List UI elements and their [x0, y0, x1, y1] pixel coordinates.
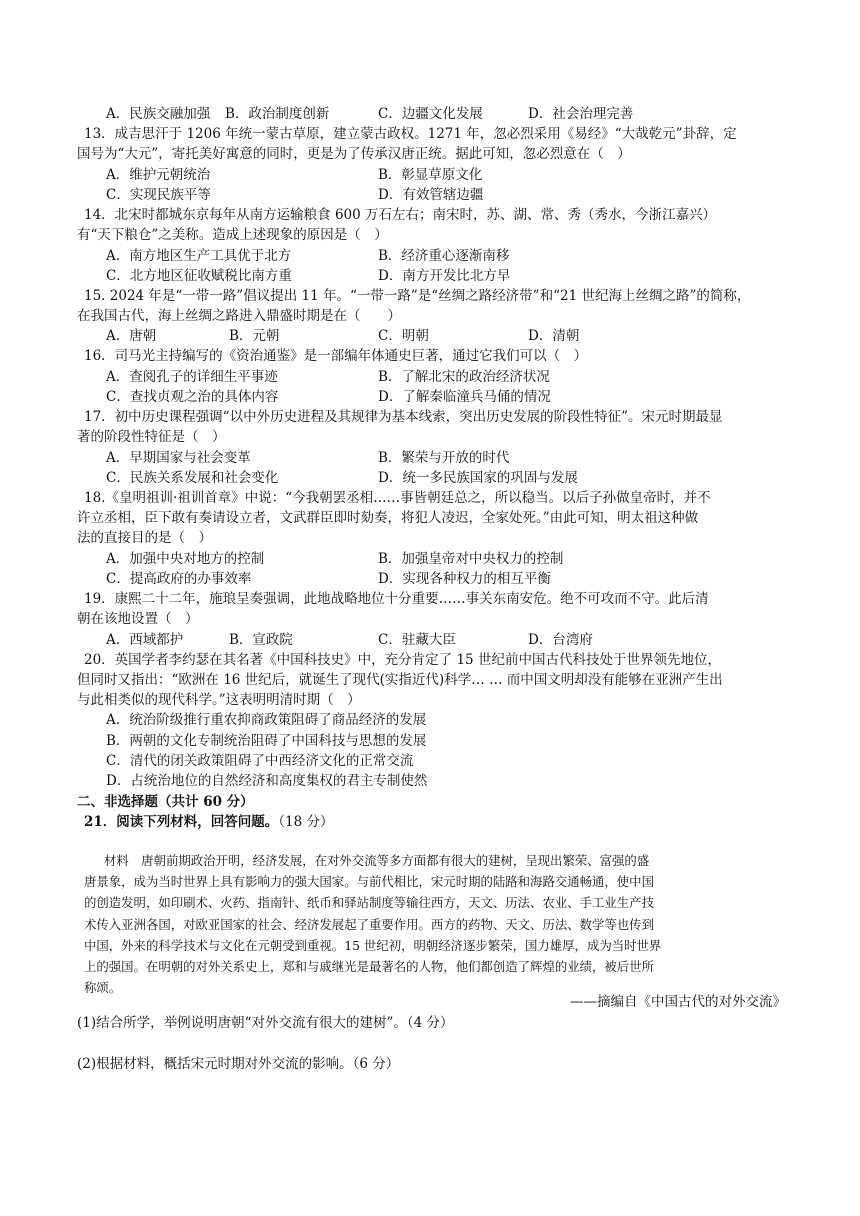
sub-question-2: (2)根据材料，概括宋元时期对外交流的影响。（6 分）: [77, 1056, 400, 1072]
material-source-text: ——摘编自《中国古代的对外交流》: [570, 994, 786, 1010]
option-a: A．查阅孔子的详细生平事迹: [106, 369, 278, 385]
option-b: B．元朝: [229, 328, 280, 344]
option-a: A．民族交融加强: [106, 106, 211, 122]
stem-line: 与此相类似的现代科学。”这表明明清时期（ ）: [77, 692, 361, 708]
material-line: 称颂。: [84, 980, 122, 996]
stem-line: 著的阶段性特征是（ ）: [77, 429, 226, 445]
option-d: D．社会治理完善: [528, 106, 634, 122]
stem-line: 国号为“大元”，寄托美好寓意的同时，更是为了传承汉唐正统。据此可知，忽必烈意在（ ）: [77, 146, 631, 162]
stem-line: 15. 2024 年是“一带一路”倡议提出 11 年。“一带一路”是“丝绸之路经济带”和“21 世纪海上丝绸之路”的简称，: [84, 288, 751, 304]
q20-stem: [0, 650, 860, 710]
q21-score: （18 分）: [278, 814, 334, 830]
stem-line: 20．英国学者李约瑟在其名著《中国科技史》中，充分肯定了 15 世纪前中国古代科技处于世界领先地位，: [84, 652, 721, 668]
material-line: 材料 唐朝前期政治开明，经济发展，在对外交流等多方面都有很大的建树，呈现出繁荣、富强的盛: [104, 853, 650, 868]
option-c: C．明朝: [378, 328, 429, 344]
option-c: C．实现民族平等: [106, 187, 211, 203]
option-b: B．繁荣与开放的时代: [378, 450, 510, 466]
stem-line: 14．北宋时都城东京每年从南方运输粮食 600 万石左右；南宋时，苏、湖、常、秀（秀水，今浙江嘉兴）: [84, 207, 717, 223]
option-b: B．两朝的文化专制统治阻碍了中国科技与思想的发展: [106, 733, 427, 749]
option-b: B．经济重心逐渐南移: [378, 248, 510, 264]
option-a: A．早期国家与社会变革: [106, 450, 251, 466]
option-d: D．清朝: [528, 328, 580, 344]
option-a: A．西域都护: [106, 632, 184, 648]
option-c: C．提高政府的办事效率: [106, 571, 252, 587]
option-b: B．宣政院: [229, 632, 293, 648]
material-line: 中国，外来的科学技术与文化在元朝受到重视。15 世纪初，明朝经济逐步繁荣，国力雄厚，成为当时世界: [84, 937, 662, 953]
sub-question-1: (1)结合所学，举例说明唐朝“对外交流有很大的建树”。（4 分）: [77, 1015, 454, 1031]
option-c: C．清代的闭关政策阻碍了中西经济文化的正常交流: [106, 753, 414, 769]
stem-line: 有“天下粮仓”之美称。造成上述现象的原因是（ ）: [77, 227, 388, 243]
q14-stem: [0, 205, 860, 245]
material-line: 术传入亚洲各国，对欧亚国家的社会、经济发展起了重要作用。西方的药物、天文、历法、数学等也传到: [84, 916, 654, 932]
option-b: B．政治制度创新: [225, 106, 330, 122]
option-a: A．维护元朝统治: [106, 167, 211, 183]
option-d: D．有效管辖边疆: [378, 187, 484, 203]
q18-stem: [0, 488, 860, 548]
q15-stem: [0, 286, 860, 326]
option-a: A．南方地区生产工具优于北方: [106, 248, 292, 264]
stem-line: 13．成吉思汗于 1206 年统一蒙古草原，建立蒙古政权。1271 年，忽必烈采用《易经》“大哉乾元”卦辞，定: [84, 126, 737, 142]
option-d: D．台湾府: [528, 632, 593, 648]
option-d: D．实现各种权力的相互平衡: [378, 571, 551, 587]
material-passage: [84, 850, 784, 998]
stem-line: 在我国古代，海上丝绸之路进入鼎盛时期是在（ ）: [77, 308, 401, 324]
option-b: B．加强皇帝对中央权力的控制: [378, 551, 564, 567]
stem-line: 法的直接目的是（ ）: [77, 530, 212, 546]
stem-line: 17．初中历史课程强调“以中外历史进程及其规律为基本线索，突出历史发展的阶段性特征”。宋元时期最显: [84, 409, 723, 425]
stem-line: 19．康熙二十二年，施琅呈奏强调，此地战略地位十分重要……事关东南安危。绝不可攻而不守。此后清: [84, 591, 709, 607]
stem-line: 朝在该地设置（ ）: [77, 611, 199, 627]
material-line: 的创造发明，如印刷术、火药、指南针、纸币和驿站制度等输往西方，天文、历法、农业、手工业生产技: [84, 895, 654, 911]
option-d: D．统一多民族国家的巩固与发展: [378, 470, 578, 486]
q21-title-text: 21．阅读下列材料，回答问题。: [84, 814, 279, 830]
stem-line: 但同时又指出：“欧洲在 16 世纪后，就诞生了现代(实指近代)科学… … 而中国文明却没有能够在亚洲产生出: [77, 672, 723, 688]
option-a: A．加强中央对地方的控制: [106, 551, 265, 567]
material-line: 唐景象，成为当时世界上具有影响力的强大国家。与前代相比，宋元时期的陆路和海路交通畅通，使中国: [84, 874, 654, 890]
stem-line: 16．司马光主持编写的《资治通鉴》是一部编年体通史巨著，通过它我们可以（ ）: [84, 348, 588, 364]
q17-stem: [0, 407, 860, 447]
option-d: D．了解秦临潼兵马俑的情况: [378, 389, 551, 405]
material-line: 上的强国。在明朝的对外关系史上，郑和与戚继光是最著名的人物，他们都创造了辉煌的业绩，被后世所: [84, 959, 654, 975]
stem-line: 许立丞相，臣下敢有奏请设立者，文武群臣即时劾奏，将犯人凌迟，全家处死。”由此可知，明太祖这种做: [77, 510, 699, 526]
option-a: A．统治阶级推行重农抑商政策阻碍了商品经济的发展: [106, 712, 427, 728]
option-c: C．驻藏大臣: [378, 632, 456, 648]
option-c: C．北方地区征收赋税比南方重: [106, 268, 292, 284]
option-c: C．边疆文化发展: [378, 106, 483, 122]
q16-stem: [0, 346, 860, 366]
stem-line: 18.《皇明祖训·祖训首章》中说：“今我朝罢丞相……事皆朝廷总之，所以稳当。以后子孙做皇帝时，并不: [84, 490, 711, 506]
option-b: B．了解北宋的政治经济状况: [378, 369, 550, 385]
q13-stem: [0, 124, 860, 164]
option-b: B．彰显草原文化: [378, 167, 483, 183]
option-d: D．南方开发比北方早: [378, 268, 511, 284]
option-d: D．占统治地位的自然经济和高度集权的君主专制使然: [106, 773, 428, 789]
option-c: C．查找贞观之治的具体内容: [106, 389, 279, 405]
option-c: C．民族关系发展和社会变化: [106, 470, 279, 486]
q19-stem: [0, 589, 860, 629]
section-title-text: 二、非选择题（共计 60 分）: [77, 794, 254, 810]
option-a: A．唐朝: [106, 328, 157, 344]
